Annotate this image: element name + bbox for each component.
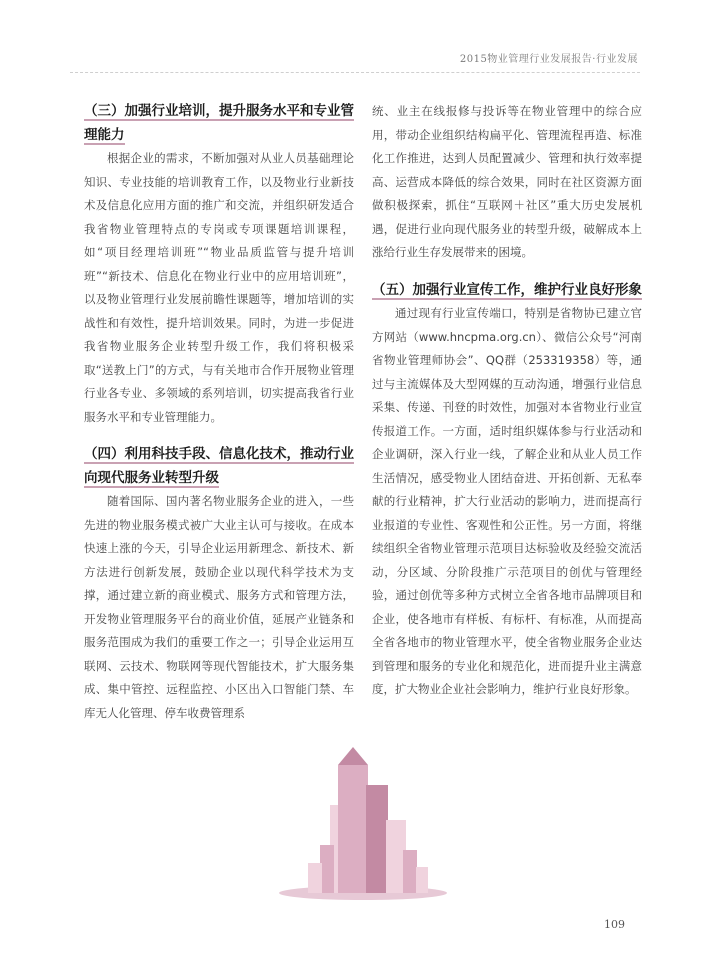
- running-header: 2015物业管理行业发展报告·行业发展: [459, 54, 638, 65]
- section-4-heading-text: （四）利用科技手段、信息化技术，推动行业向现代服务业转型升级: [84, 446, 354, 486]
- city-skyline-icon: [278, 745, 448, 900]
- header-divider: [70, 72, 640, 73]
- section-3-paragraph: 根据企业的需求，不断加强对从业人员基础理论知识、专业技能的培训教育工作，以及物业行业新技术及信息化应用方面的推广和交流，并组织研发适合我省物业管理特点的专岗或专项课题培训课程，如“项目经理培训班”“物业品质监管与提升培训班”“新技术、信息化在物业行业中的应用培训班”，以及物业管理行业发展前瞻性课题等，增加培训的实战性和有效性，提升培训效果。同时，为进一步促进我省物业服务企业转型升级工作，我们将积极采取“送教上门”的方式，与有关地市合作开展物业管理行业各专业、多领域的系列培训，切实提高我省行业服务水平和专业管理能力。: [84, 151, 354, 424]
- section-4-heading: [84, 443, 354, 490]
- section-5-paragraph: 通过现有行业宣传端口，特别是省物协已建立官方网站（www.hncpma.org.cn）、微信公众号“河南省物业管理师协会”、QQ群（253319358）等，通过与主流媒体及大型网媒的互动沟通，增强行业信息采集、传递、刊登的时效性，加强对本省物业行业宣传报道工作。一方面，适时组织媒体参与行业活动和企业调研，深入行业一线，了解企业和从业人员工作生活情况，感受物业人团结奋进、开拓创新、无私奉献的行业精神，扩大行业活动的影响力，进而提高行业报道的专业性、客观性和公正性。另一方面，将继续组织全省物业管理示范项目达标验收及经验交流活动，分区域、分阶段推广示范项目的创优与管理经验，通过创优等多种方式树立全省各地市品牌项目和企业，使各地市有样板、有标杆、有标准，从而提高全省各地市的物业管理水平，使全省物业服务企业达到管理和服务的专业化和规范化，进而提升业主满意度，扩大物业企业社会影响力，维护行业良好形象。: [372, 306, 642, 696]
- section-3-heading: [84, 100, 354, 147]
- right-column: [372, 100, 642, 702]
- section-5-heading-text: （五）加强行业宣传工作，维护行业良好形象: [372, 281, 642, 298]
- section-4-paragraph-2: 统、业主在线报修与投诉等在物业管理中的综合应用，带动企业组织结构扁平化、管理流程再造、标准化工作推进，达到人员配置减少、管理和执行效率提高、运营成本降低的综合效果，同时在社区资源方面做积极探索，抓住“互联网＋社区”重大历史发展机遇，促进行业向现代服务业的转型升级，破解成本上涨给行业生存发展带来的困境。: [372, 104, 642, 259]
- page-number: 109: [604, 918, 625, 931]
- section-5-heading: [372, 279, 642, 303]
- left-column: [84, 100, 354, 725]
- section-3-heading-text: （三）加强行业培训，提升服务水平和专业管理能力: [84, 103, 354, 143]
- section-4-paragraph-1: 随着国际、国内著名物业服务企业的进入，一些先进的物业服务模式被广大业主认可与接收。在成本快速上涨的今天，引导企业运用新理念、新技术、新方法进行创新发展，鼓励企业以现代科学技术为支撑，通过建立新的商业模式、服务方式和管理方法，开发物业管理服务平台的商业价值，延展产业链条和服务范围成为我们的重要工作之一；引导企业运用互联网、云技术、物联网等现代智能技术，扩大服务集成、集中管控、远程监控、小区出入口智能门禁、车库无人化管理、停车收费管理系: [84, 494, 354, 720]
